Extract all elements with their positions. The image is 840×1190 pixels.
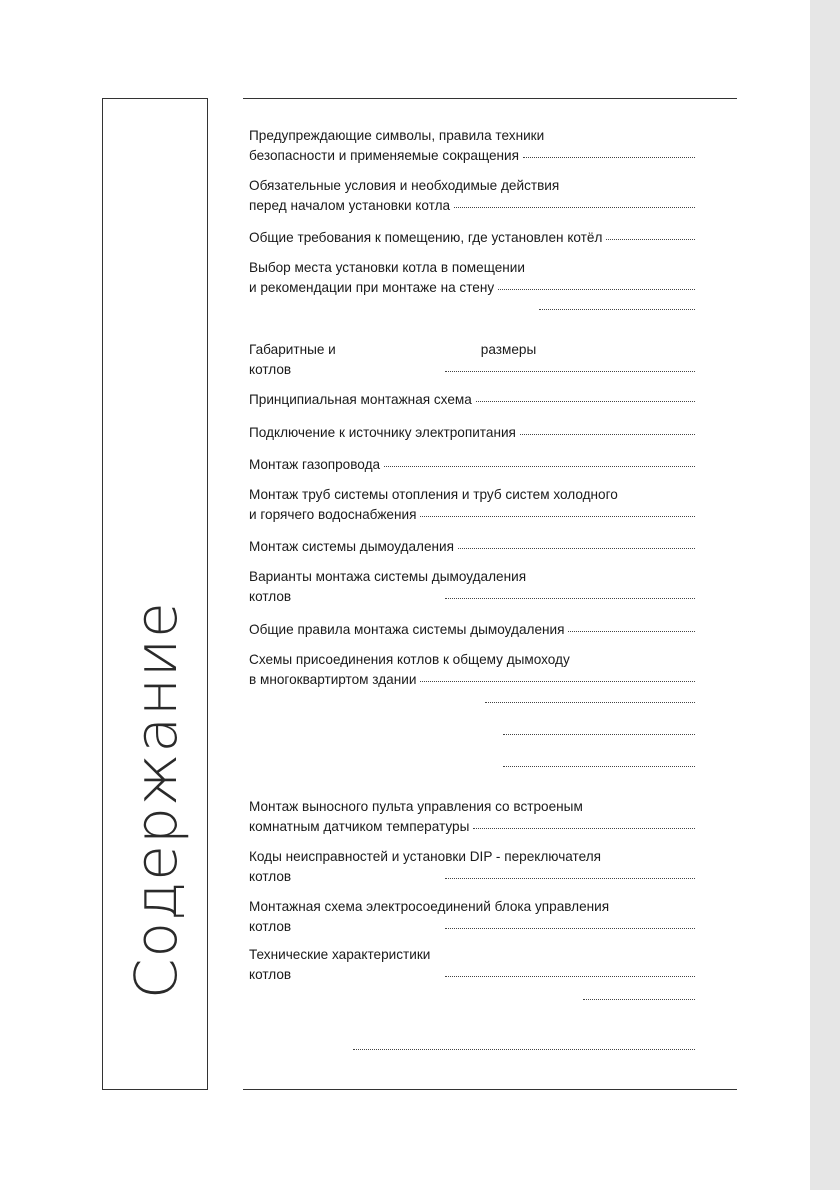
toc-leader-dots <box>498 288 695 290</box>
toc-entry-text: Подключение к источнику электропитания <box>249 425 516 440</box>
toc-entry-text: перед началом установки котла <box>249 198 451 213</box>
toc-entry-text: Габаритные и <box>249 342 336 357</box>
toc-entry-text: размеры <box>480 342 537 357</box>
toc-entry-blank-2[interactable] <box>249 703 695 705</box>
table-of-contents <box>249 0 695 1190</box>
toc-entry-text: Схемы присоединения котлов к общему дымоходу <box>249 652 570 667</box>
toc-entry-wiring-diagram[interactable] <box>249 897 695 937</box>
toc-leader-dots <box>458 547 695 549</box>
toc-entry-text: Общие требования к помещению, где установлен котёл <box>249 230 603 245</box>
toc-leader-dots <box>520 433 695 435</box>
toc-entry-installation-site[interactable] <box>249 258 695 298</box>
sidebar-box <box>102 98 208 1090</box>
toc-entry-safety-symbols[interactable] <box>249 126 695 166</box>
toc-entry-text: Выбор места установки котла в помещении <box>249 260 525 275</box>
toc-entry-text: котлов <box>249 589 292 604</box>
toc-entry-flue-system[interactable] <box>249 537 695 557</box>
toc-entry-blank-5[interactable] <box>249 1000 695 1002</box>
toc-entry-specifications[interactable] <box>249 945 695 985</box>
toc-entry-text: Коды неисправностей и установки DIP - переключателя <box>249 849 602 864</box>
toc-entry-mounting-scheme[interactable] <box>249 390 695 410</box>
toc-entry-room-requirements[interactable] <box>249 228 695 248</box>
toc-entry-text: Технические характеристики <box>249 947 431 962</box>
toc-entry-text: Предупреждающие символы, правила техники <box>249 128 545 143</box>
toc-leader-dots <box>606 238 695 240</box>
toc-leader-dots <box>503 765 695 767</box>
toc-entry-preconditions[interactable] <box>249 176 695 216</box>
toc-leader-dots <box>473 827 695 829</box>
toc-entry-text: и горячего водоснабжения <box>249 507 417 522</box>
toc-entry-heating-pipes[interactable] <box>249 485 695 525</box>
toc-entry-text: Монтаж системы дымоудаления <box>249 539 455 554</box>
toc-leader-dots <box>503 733 695 735</box>
toc-entry-text: котлов <box>249 362 292 377</box>
toc-leader-dots <box>420 680 695 682</box>
toc-leader-dots <box>523 156 695 158</box>
toc-leader-dots <box>476 400 695 402</box>
toc-entry-text: Обязательные условия и необходимые действия <box>249 178 560 193</box>
toc-entry-text: комнатным датчиком температуры <box>249 819 470 834</box>
toc-leader-dots <box>445 975 695 977</box>
toc-entry-dimensions[interactable] <box>249 340 695 380</box>
toc-entry-fault-codes[interactable] <box>249 847 695 887</box>
toc-entry-common-chimney[interactable] <box>249 650 695 690</box>
toc-entry-text: и рекомендации при монтаже на стену <box>249 280 495 295</box>
toc-entry-text: котлов <box>249 919 292 934</box>
toc-entry-gas-pipeline[interactable] <box>249 455 695 475</box>
toc-entry-flue-rules[interactable] <box>249 620 695 640</box>
toc-entry-power-supply[interactable] <box>249 423 695 443</box>
toc-entry-text: котлов <box>249 869 292 884</box>
toc-leader-dots <box>420 515 695 517</box>
toc-entry-text: Монтажная схема электросоединений блока управления <box>249 899 610 914</box>
toc-leader-dots <box>445 370 695 372</box>
toc-leader-dots <box>485 701 695 703</box>
sidebar-title-wrap <box>103 99 209 1089</box>
toc-entry-blank-3[interactable] <box>249 735 695 737</box>
toc-leader-dots <box>454 206 695 208</box>
toc-entry-blank-1[interactable] <box>249 310 695 312</box>
toc-entry-text: Общие правила монтажа системы дымоудаления <box>249 622 565 637</box>
sidebar-title: Содержание <box>122 601 190 999</box>
toc-entry-text: Монтаж газопровода <box>249 457 381 472</box>
toc-leader-dots <box>353 1048 695 1050</box>
toc-entry-text: котлов <box>249 967 292 982</box>
toc-entry-text: Принципиальная монтажная схема <box>249 392 472 407</box>
toc-leader-dots <box>445 877 695 879</box>
toc-entry-text: в многоквартиртом здании <box>249 672 417 687</box>
toc-leader-dots <box>445 597 695 599</box>
toc-entry-text: Монтаж выносного пульта управления со встроеным <box>249 799 583 814</box>
toc-entry-text: безопасности и применяемые сокращения <box>249 148 520 163</box>
toc-entry-flue-variants[interactable] <box>249 567 695 607</box>
page-edge-strip <box>810 0 840 1190</box>
toc-leader-dots <box>384 465 695 467</box>
toc-entry-text: Варианты монтажа системы дымоудаления <box>249 569 527 584</box>
toc-leader-dots <box>583 998 695 1000</box>
toc-entry-blank-4[interactable] <box>249 767 695 769</box>
toc-leader-dots <box>568 630 695 632</box>
toc-entry-text: Монтаж труб системы отопления и труб систем холодного <box>249 487 618 502</box>
toc-leader-dots <box>539 308 695 310</box>
toc-entry-remote-control[interactable] <box>249 797 695 837</box>
toc-entry-blank-6[interactable] <box>249 1050 695 1052</box>
toc-leader-dots <box>445 927 695 929</box>
